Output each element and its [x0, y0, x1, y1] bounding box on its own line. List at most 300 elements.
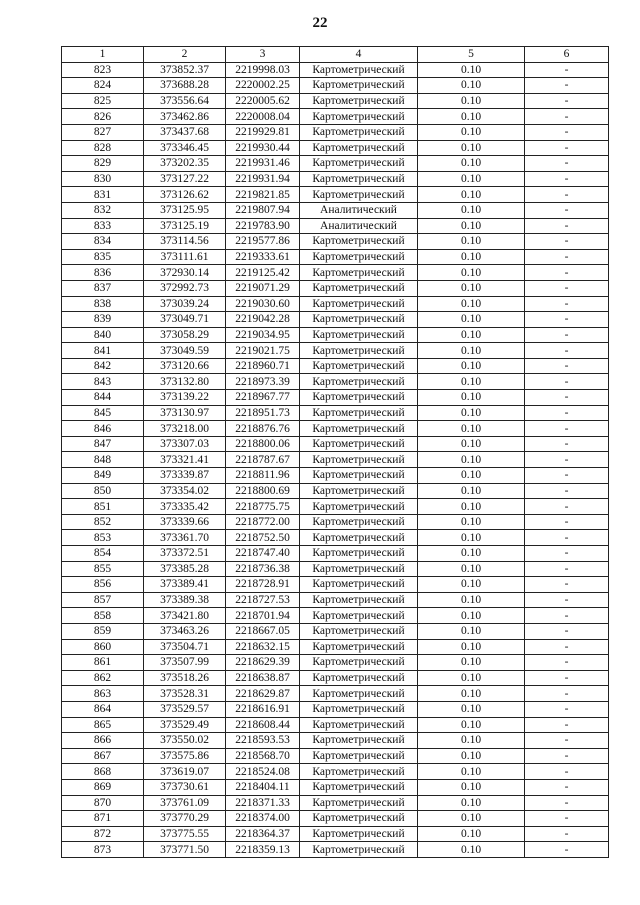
- accuracy-cell: 0.10: [418, 514, 525, 530]
- y-coordinate-cell: 2218632.15: [226, 639, 300, 655]
- point-number-cell: 854: [62, 546, 144, 562]
- point-number-cell: 824: [62, 78, 144, 94]
- table-row: [62, 280, 609, 296]
- y-coordinate-cell: 2218371.33: [226, 795, 300, 811]
- x-coordinate-cell: 373307.03: [144, 436, 226, 452]
- description-cell: -: [525, 499, 609, 515]
- accuracy-cell: 0.10: [418, 452, 525, 468]
- y-coordinate-cell: 2219783.90: [226, 218, 300, 234]
- point-number-cell: 834: [62, 234, 144, 250]
- description-cell: -: [525, 202, 609, 218]
- table-row: [62, 156, 609, 172]
- table-row: [62, 670, 609, 686]
- table-row: [62, 218, 609, 234]
- description-cell: -: [525, 343, 609, 359]
- x-coordinate-cell: 373389.38: [144, 592, 226, 608]
- accuracy-cell: 0.10: [418, 62, 525, 78]
- accuracy-cell: 0.10: [418, 202, 525, 218]
- accuracy-cell: 0.10: [418, 265, 525, 281]
- point-number-cell: 850: [62, 483, 144, 499]
- method-cell: Картометрический: [300, 62, 418, 78]
- x-coordinate-cell: 373202.35: [144, 156, 226, 172]
- y-coordinate-cell: 2218747.40: [226, 546, 300, 562]
- method-cell: Картометрический: [300, 296, 418, 312]
- description-cell: -: [525, 514, 609, 530]
- x-coordinate-cell: 373049.71: [144, 312, 226, 328]
- method-cell: Картометрический: [300, 374, 418, 390]
- accuracy-cell: 0.10: [418, 171, 525, 187]
- point-number-cell: 832: [62, 202, 144, 218]
- table-row: [62, 421, 609, 437]
- method-cell: Картометрический: [300, 499, 418, 515]
- x-coordinate-cell: 373339.87: [144, 468, 226, 484]
- table-header: [62, 47, 609, 63]
- description-cell: -: [525, 93, 609, 109]
- table-row: [62, 764, 609, 780]
- description-cell: -: [525, 390, 609, 406]
- point-number-cell: 858: [62, 608, 144, 624]
- method-cell: Картометрический: [300, 670, 418, 686]
- y-coordinate-cell: 2219931.94: [226, 171, 300, 187]
- column-header: 2: [144, 47, 226, 63]
- description-cell: -: [525, 452, 609, 468]
- point-number-cell: 852: [62, 514, 144, 530]
- x-coordinate-cell: 373346.45: [144, 140, 226, 156]
- table-row: [62, 608, 609, 624]
- y-coordinate-cell: 2218800.69: [226, 483, 300, 499]
- point-number-cell: 869: [62, 779, 144, 795]
- point-number-cell: 829: [62, 156, 144, 172]
- table-row: [62, 623, 609, 639]
- accuracy-cell: 0.10: [418, 390, 525, 406]
- point-number-cell: 868: [62, 764, 144, 780]
- table-row: [62, 452, 609, 468]
- description-cell: -: [525, 701, 609, 717]
- method-cell: Картометрический: [300, 358, 418, 374]
- table-body: [62, 62, 609, 857]
- x-coordinate-cell: 373771.50: [144, 842, 226, 858]
- accuracy-cell: 0.10: [418, 733, 525, 749]
- point-number-cell: 873: [62, 842, 144, 858]
- description-cell: -: [525, 374, 609, 390]
- accuracy-cell: 0.10: [418, 218, 525, 234]
- point-number-cell: 838: [62, 296, 144, 312]
- x-coordinate-cell: 373339.66: [144, 514, 226, 530]
- y-coordinate-cell: 2219929.81: [226, 124, 300, 140]
- y-coordinate-cell: 2219821.85: [226, 187, 300, 203]
- x-coordinate-cell: 373504.71: [144, 639, 226, 655]
- table-row: [62, 655, 609, 671]
- x-coordinate-cell: 372992.73: [144, 280, 226, 296]
- accuracy-cell: 0.10: [418, 842, 525, 858]
- description-cell: -: [525, 686, 609, 702]
- table-row: [62, 296, 609, 312]
- description-cell: -: [525, 764, 609, 780]
- description-cell: -: [525, 171, 609, 187]
- point-number-cell: 828: [62, 140, 144, 156]
- y-coordinate-cell: 2219125.42: [226, 265, 300, 281]
- table-row: [62, 374, 609, 390]
- y-coordinate-cell: 2218404.11: [226, 779, 300, 795]
- point-number-cell: 846: [62, 421, 144, 437]
- table-row: [62, 779, 609, 795]
- method-cell: Картометрический: [300, 577, 418, 593]
- description-cell: -: [525, 218, 609, 234]
- y-coordinate-cell: 2219042.28: [226, 312, 300, 328]
- x-coordinate-cell: 373120.66: [144, 358, 226, 374]
- accuracy-cell: 0.10: [418, 78, 525, 94]
- description-cell: -: [525, 156, 609, 172]
- point-number-cell: 857: [62, 592, 144, 608]
- method-cell: Картометрический: [300, 405, 418, 421]
- table-row: [62, 811, 609, 827]
- method-cell: Картометрический: [300, 187, 418, 203]
- method-cell: Картометрический: [300, 436, 418, 452]
- accuracy-cell: 0.10: [418, 608, 525, 624]
- method-cell: Картометрический: [300, 514, 418, 530]
- method-cell: Картометрический: [300, 592, 418, 608]
- point-number-cell: 843: [62, 374, 144, 390]
- method-cell: Картометрический: [300, 483, 418, 499]
- x-coordinate-cell: 373114.56: [144, 234, 226, 250]
- y-coordinate-cell: 2218876.76: [226, 421, 300, 437]
- x-coordinate-cell: 373125.95: [144, 202, 226, 218]
- accuracy-cell: 0.10: [418, 421, 525, 437]
- description-cell: -: [525, 483, 609, 499]
- y-coordinate-cell: 2218752.50: [226, 530, 300, 546]
- x-coordinate-cell: 373385.28: [144, 561, 226, 577]
- accuracy-cell: 0.10: [418, 546, 525, 562]
- point-number-cell: 827: [62, 124, 144, 140]
- point-number-cell: 862: [62, 670, 144, 686]
- point-number-cell: 864: [62, 701, 144, 717]
- y-coordinate-cell: 2219998.03: [226, 62, 300, 78]
- table-row: [62, 842, 609, 858]
- point-number-cell: 865: [62, 717, 144, 733]
- description-cell: -: [525, 623, 609, 639]
- table-row: [62, 249, 609, 265]
- y-coordinate-cell: 2218951.73: [226, 405, 300, 421]
- table-row: [62, 468, 609, 484]
- point-number-cell: 825: [62, 93, 144, 109]
- accuracy-cell: 0.10: [418, 826, 525, 842]
- x-coordinate-cell: 373550.02: [144, 733, 226, 749]
- point-number-cell: 831: [62, 187, 144, 203]
- table-row: [62, 390, 609, 406]
- method-cell: Картометрический: [300, 327, 418, 343]
- x-coordinate-cell: 373619.07: [144, 764, 226, 780]
- accuracy-cell: 0.10: [418, 358, 525, 374]
- table-row: [62, 530, 609, 546]
- method-cell: Картометрический: [300, 639, 418, 655]
- table-row: [62, 140, 609, 156]
- y-coordinate-cell: 2219807.94: [226, 202, 300, 218]
- point-number-cell: 866: [62, 733, 144, 749]
- description-cell: -: [525, 811, 609, 827]
- y-coordinate-cell: 2219930.44: [226, 140, 300, 156]
- x-coordinate-cell: 373437.68: [144, 124, 226, 140]
- x-coordinate-cell: 373335.42: [144, 499, 226, 515]
- point-number-cell: 870: [62, 795, 144, 811]
- method-cell: Картометрический: [300, 390, 418, 406]
- page-number: 22: [312, 15, 328, 31]
- method-cell: Картометрический: [300, 234, 418, 250]
- x-coordinate-cell: 373049.59: [144, 343, 226, 359]
- method-cell: Картометрический: [300, 655, 418, 671]
- x-coordinate-cell: 373529.57: [144, 701, 226, 717]
- description-cell: -: [525, 78, 609, 94]
- y-coordinate-cell: 2218960.71: [226, 358, 300, 374]
- description-cell: -: [525, 748, 609, 764]
- method-cell: Картометрический: [300, 546, 418, 562]
- y-coordinate-cell: 2218973.39: [226, 374, 300, 390]
- description-cell: -: [525, 327, 609, 343]
- point-number-cell: 845: [62, 405, 144, 421]
- y-coordinate-cell: 2218568.70: [226, 748, 300, 764]
- point-number-cell: 872: [62, 826, 144, 842]
- description-cell: -: [525, 842, 609, 858]
- y-coordinate-cell: 2218629.39: [226, 655, 300, 671]
- table-row: [62, 701, 609, 717]
- point-number-cell: 853: [62, 530, 144, 546]
- table-row: [62, 358, 609, 374]
- y-coordinate-cell: 2218524.08: [226, 764, 300, 780]
- accuracy-cell: 0.10: [418, 124, 525, 140]
- description-cell: -: [525, 795, 609, 811]
- table-row: [62, 639, 609, 655]
- y-coordinate-cell: 2218727.53: [226, 592, 300, 608]
- x-coordinate-cell: 373132.80: [144, 374, 226, 390]
- y-coordinate-cell: 2218667.05: [226, 623, 300, 639]
- description-cell: -: [525, 592, 609, 608]
- y-coordinate-cell: 2219021.75: [226, 343, 300, 359]
- x-coordinate-cell: 373354.02: [144, 483, 226, 499]
- y-coordinate-cell: 2220005.62: [226, 93, 300, 109]
- x-coordinate-cell: 372930.14: [144, 265, 226, 281]
- table-row: [62, 405, 609, 421]
- description-cell: -: [525, 468, 609, 484]
- accuracy-cell: 0.10: [418, 109, 525, 125]
- accuracy-cell: 0.10: [418, 483, 525, 499]
- y-coordinate-cell: 2219030.60: [226, 296, 300, 312]
- column-header: 5: [418, 47, 525, 63]
- method-cell: Картометрический: [300, 452, 418, 468]
- accuracy-cell: 0.10: [418, 577, 525, 593]
- description-cell: -: [525, 124, 609, 140]
- method-cell: Картометрический: [300, 826, 418, 842]
- y-coordinate-cell: 2218775.75: [226, 499, 300, 515]
- y-coordinate-cell: 2218701.94: [226, 608, 300, 624]
- table-row: [62, 826, 609, 842]
- description-cell: -: [525, 187, 609, 203]
- accuracy-cell: 0.10: [418, 93, 525, 109]
- method-cell: Картометрический: [300, 795, 418, 811]
- y-coordinate-cell: 2218772.00: [226, 514, 300, 530]
- table-row: [62, 686, 609, 702]
- table-row: [62, 109, 609, 125]
- method-cell: Картометрический: [300, 124, 418, 140]
- point-number-cell: 861: [62, 655, 144, 671]
- method-cell: Картометрический: [300, 109, 418, 125]
- description-cell: -: [525, 312, 609, 328]
- x-coordinate-cell: 373688.28: [144, 78, 226, 94]
- x-coordinate-cell: 373058.29: [144, 327, 226, 343]
- table-row: [62, 795, 609, 811]
- description-cell: -: [525, 546, 609, 562]
- description-cell: -: [525, 733, 609, 749]
- method-cell: Картометрический: [300, 156, 418, 172]
- point-number-cell: 830: [62, 171, 144, 187]
- x-coordinate-cell: 373127.22: [144, 171, 226, 187]
- x-coordinate-cell: 373775.55: [144, 826, 226, 842]
- table-row: [62, 546, 609, 562]
- table-row: [62, 62, 609, 78]
- y-coordinate-cell: 2220008.04: [226, 109, 300, 125]
- point-number-cell: 860: [62, 639, 144, 655]
- table-row: [62, 561, 609, 577]
- accuracy-cell: 0.10: [418, 140, 525, 156]
- point-number-cell: 842: [62, 358, 144, 374]
- accuracy-cell: 0.10: [418, 686, 525, 702]
- accuracy-cell: 0.10: [418, 436, 525, 452]
- point-number-cell: 856: [62, 577, 144, 593]
- point-number-cell: 847: [62, 436, 144, 452]
- accuracy-cell: 0.10: [418, 530, 525, 546]
- point-number-cell: 849: [62, 468, 144, 484]
- method-cell: Картометрический: [300, 249, 418, 265]
- accuracy-cell: 0.10: [418, 670, 525, 686]
- x-coordinate-cell: 373770.29: [144, 811, 226, 827]
- accuracy-cell: 0.10: [418, 623, 525, 639]
- accuracy-cell: 0.10: [418, 701, 525, 717]
- method-cell: Картометрический: [300, 78, 418, 94]
- y-coordinate-cell: 2218728.91: [226, 577, 300, 593]
- method-cell: Картометрический: [300, 779, 418, 795]
- accuracy-cell: 0.10: [418, 764, 525, 780]
- x-coordinate-cell: 373321.41: [144, 452, 226, 468]
- y-coordinate-cell: 2218629.87: [226, 686, 300, 702]
- y-coordinate-cell: 2218593.53: [226, 733, 300, 749]
- description-cell: -: [525, 608, 609, 624]
- method-cell: Картометрический: [300, 811, 418, 827]
- method-cell: Картометрический: [300, 608, 418, 624]
- table-row: [62, 265, 609, 281]
- y-coordinate-cell: 2218736.38: [226, 561, 300, 577]
- method-cell: Картометрический: [300, 468, 418, 484]
- column-header: 1: [62, 47, 144, 63]
- header-row: [62, 47, 609, 63]
- description-cell: -: [525, 421, 609, 437]
- method-cell: Картометрический: [300, 343, 418, 359]
- accuracy-cell: 0.10: [418, 327, 525, 343]
- point-number-cell: 833: [62, 218, 144, 234]
- point-number-cell: 836: [62, 265, 144, 281]
- description-cell: -: [525, 265, 609, 281]
- table-row: [62, 717, 609, 733]
- accuracy-cell: 0.10: [418, 234, 525, 250]
- method-cell: Картометрический: [300, 842, 418, 858]
- method-cell: Аналитический: [300, 218, 418, 234]
- accuracy-cell: 0.10: [418, 639, 525, 655]
- x-coordinate-cell: 373462.86: [144, 109, 226, 125]
- method-cell: Картометрический: [300, 561, 418, 577]
- method-cell: Картометрический: [300, 748, 418, 764]
- method-cell: Картометрический: [300, 623, 418, 639]
- description-cell: -: [525, 234, 609, 250]
- x-coordinate-cell: 373372.51: [144, 546, 226, 562]
- accuracy-cell: 0.10: [418, 748, 525, 764]
- y-coordinate-cell: 2219333.61: [226, 249, 300, 265]
- point-number-cell: 839: [62, 312, 144, 328]
- accuracy-cell: 0.10: [418, 187, 525, 203]
- table-row: [62, 312, 609, 328]
- x-coordinate-cell: 373139.22: [144, 390, 226, 406]
- column-header: 6: [525, 47, 609, 63]
- x-coordinate-cell: 373507.99: [144, 655, 226, 671]
- table-row: [62, 187, 609, 203]
- method-cell: Картометрический: [300, 312, 418, 328]
- table-row: [62, 78, 609, 94]
- column-header: 3: [226, 47, 300, 63]
- point-number-cell: 841: [62, 343, 144, 359]
- y-coordinate-cell: 2218616.91: [226, 701, 300, 717]
- x-coordinate-cell: 373730.61: [144, 779, 226, 795]
- y-coordinate-cell: 2218359.13: [226, 842, 300, 858]
- table-row: [62, 733, 609, 749]
- x-coordinate-cell: 373039.24: [144, 296, 226, 312]
- description-cell: -: [525, 296, 609, 312]
- y-coordinate-cell: 2219577.86: [226, 234, 300, 250]
- table-row: [62, 748, 609, 764]
- x-coordinate-cell: 373421.80: [144, 608, 226, 624]
- y-coordinate-cell: 2218967.77: [226, 390, 300, 406]
- y-coordinate-cell: 2218638.87: [226, 670, 300, 686]
- x-coordinate-cell: 373575.86: [144, 748, 226, 764]
- accuracy-cell: 0.10: [418, 655, 525, 671]
- table-row: [62, 202, 609, 218]
- x-coordinate-cell: 373361.70: [144, 530, 226, 546]
- y-coordinate-cell: 2220002.25: [226, 78, 300, 94]
- description-cell: -: [525, 62, 609, 78]
- method-cell: Картометрический: [300, 701, 418, 717]
- table-row: [62, 343, 609, 359]
- x-coordinate-cell: 373463.26: [144, 623, 226, 639]
- table-row: [62, 234, 609, 250]
- accuracy-cell: 0.10: [418, 499, 525, 515]
- accuracy-cell: 0.10: [418, 156, 525, 172]
- description-cell: -: [525, 655, 609, 671]
- accuracy-cell: 0.10: [418, 561, 525, 577]
- accuracy-cell: 0.10: [418, 811, 525, 827]
- table-row: [62, 436, 609, 452]
- accuracy-cell: 0.10: [418, 249, 525, 265]
- table-row: [62, 93, 609, 109]
- accuracy-cell: 0.10: [418, 343, 525, 359]
- y-coordinate-cell: 2218811.96: [226, 468, 300, 484]
- description-cell: -: [525, 639, 609, 655]
- accuracy-cell: 0.10: [418, 405, 525, 421]
- y-coordinate-cell: 2218608.44: [226, 717, 300, 733]
- accuracy-cell: 0.10: [418, 374, 525, 390]
- point-number-cell: 835: [62, 249, 144, 265]
- y-coordinate-cell: 2219034.95: [226, 327, 300, 343]
- table-row: [62, 124, 609, 140]
- method-cell: Картометрический: [300, 171, 418, 187]
- description-cell: -: [525, 358, 609, 374]
- table-row: [62, 327, 609, 343]
- x-coordinate-cell: 373529.49: [144, 717, 226, 733]
- x-coordinate-cell: 373218.00: [144, 421, 226, 437]
